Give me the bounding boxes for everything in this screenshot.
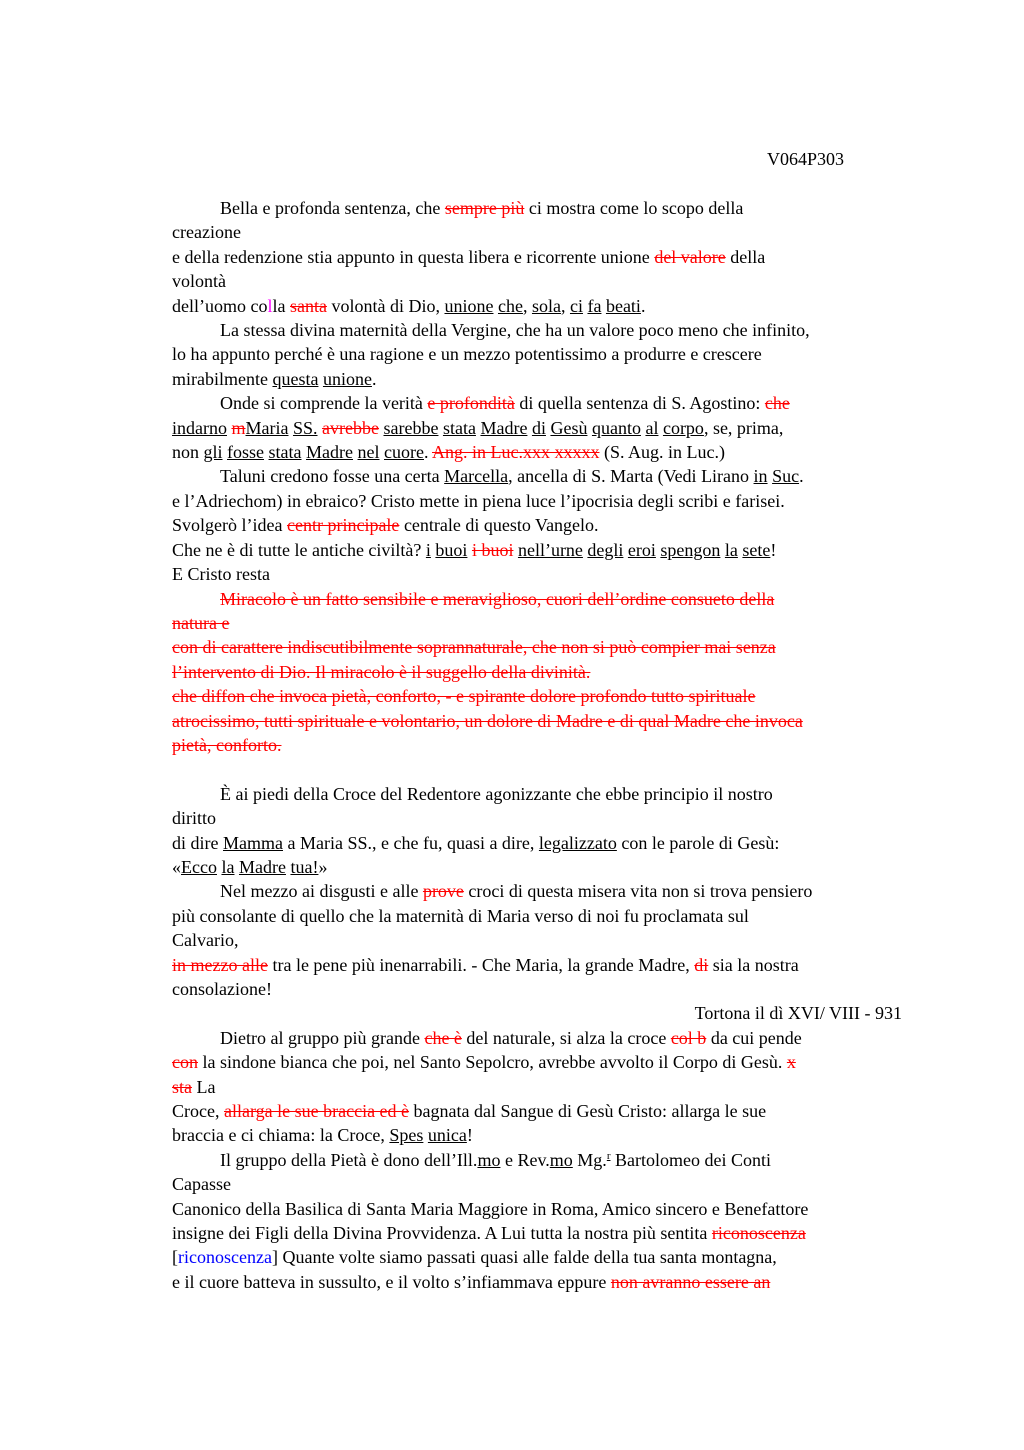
deleted-line: natura e	[172, 612, 230, 633]
deleted-line: pietà, conforto.	[172, 734, 282, 755]
text: , se, prima,	[703, 417, 784, 438]
underlined-word: Maria	[245, 417, 289, 438]
text: braccia e ci chiama: la Croce,	[172, 1125, 390, 1146]
text-line	[172, 513, 902, 537]
underlined-word: la	[221, 856, 235, 877]
underlined-word: mo	[549, 1149, 573, 1170]
text-line	[172, 1075, 902, 1099]
text-line	[172, 831, 902, 855]
text-line: più consolante di quello che la maternità di Maria verso di noi fu proclamata sul	[172, 905, 749, 926]
underlined-word: sola	[531, 295, 561, 316]
text: e il cuore batteva in sussulto, e il volto s’infiammava eppure	[172, 1271, 611, 1292]
text: la	[272, 295, 290, 316]
underlined-word: ci	[569, 295, 583, 316]
underlined-word: fosse	[227, 442, 265, 463]
text-line	[172, 953, 902, 977]
text-line: mirabilmente questa unione.	[172, 368, 377, 389]
deleted-text: col b	[670, 1027, 707, 1048]
underlined-word: nell’urne	[517, 539, 583, 560]
text-line	[172, 1050, 902, 1074]
text-line: diritto	[172, 808, 216, 829]
text-line	[172, 1099, 902, 1123]
underlined-word: degli	[587, 539, 624, 560]
text: Onde si comprende la verità	[220, 393, 428, 414]
underlined-word: in	[753, 466, 768, 487]
text-line	[172, 416, 902, 440]
text-line: non gli fosse stata Madre nel cuore. Ang. in Luc.xxx xxxxx (S. Aug. in Luc.)	[172, 442, 725, 463]
text-line	[172, 855, 902, 879]
deleted-text: sta	[172, 1076, 192, 1097]
underlined-word: spengon	[660, 539, 721, 560]
deleted-text: che è	[424, 1027, 462, 1048]
text: , ancella di S. Marta (Vedi Lirano	[508, 466, 754, 487]
underlined-word: Suc	[772, 466, 800, 487]
text: insigne dei Figli della Divina Provvidenza. A Lui tutta la nostra più sentita	[172, 1223, 712, 1244]
text: !	[466, 1125, 473, 1146]
deleted-text: allarga le sue braccia ed è	[223, 1101, 410, 1122]
text: Che ne è di tutte le antiche civiltà?	[172, 539, 426, 560]
text: del naturale, si alza la croce	[461, 1027, 671, 1048]
text: Il gruppo della Pietà è dono dell’Ill.	[220, 1149, 478, 1170]
text: Mg.	[572, 1149, 607, 1170]
text: della	[725, 246, 766, 267]
underlined-word: nel	[357, 442, 380, 463]
underlined-word: unione	[444, 295, 494, 316]
text: dell’uomo co	[172, 295, 268, 316]
text: di dire	[172, 832, 223, 853]
quote-mark: «	[172, 856, 181, 877]
underlined-word: Madre	[306, 442, 353, 463]
deleted-text: avrebbe	[322, 417, 379, 438]
deleted-text: e profondità	[427, 393, 515, 414]
deleted-text: i buoi	[471, 539, 514, 560]
underlined-word: stata	[442, 417, 476, 438]
deleted-text: santa	[290, 295, 327, 316]
text: sia la nostra	[708, 954, 799, 975]
underlined-word: cuore	[384, 442, 424, 463]
text-line: Che ne è di tutte le antiche civiltà? i buoi i buoi nell’urne degli eroi spengon la sete!	[172, 539, 777, 560]
text: e della redenzione stia appunto in questa libera e ricorrente unione	[172, 246, 655, 267]
text: Bartolomeo dei Conti	[610, 1149, 771, 1170]
text: croci di questa misera vita non si trova pensiero	[463, 881, 813, 902]
deleted-line: atrocissimo, tutti spirituale e volontario, un dolore di Madre e di qual Madre che invoca	[172, 710, 803, 731]
text: e Rev.	[500, 1149, 550, 1170]
underlined-word: Mamma	[223, 832, 283, 853]
underlined-word: corpo	[662, 417, 704, 438]
text: non	[172, 442, 204, 463]
bracket: [	[172, 1247, 178, 1268]
inserted-text: riconoscenza	[178, 1247, 272, 1268]
text: volontà di Dio,	[326, 295, 445, 316]
text: da cui pende	[706, 1027, 802, 1048]
inserted-letter: l	[267, 295, 273, 316]
text-line: E Cristo resta	[172, 564, 270, 585]
text-line	[172, 1270, 902, 1294]
underlined-word: sete	[742, 539, 771, 560]
text-line: volontà	[172, 271, 226, 292]
underlined-word: indarno	[172, 417, 227, 438]
text: Nel mezzo ai disgusti e alle	[220, 881, 423, 902]
text-line: Capasse	[172, 1174, 231, 1195]
underlined-word: quanto	[591, 417, 641, 438]
text: tra le pene più inenarrabili. - Che Maria, la grande Madre,	[267, 954, 695, 975]
text-line	[172, 1221, 902, 1245]
underlined-word: beati	[605, 295, 641, 316]
text-line: lo ha appunto perché è una ragione e un mezzo potentissimo a produrre e crescere	[172, 344, 762, 365]
deleted-text: non avranno essere an	[610, 1271, 771, 1292]
text-line: È ai piedi della Croce del Redentore agonizzante che ebbe principio il nostro	[220, 783, 773, 804]
blank-line	[172, 757, 902, 781]
deleted-text: m	[231, 417, 246, 438]
text: (S. Aug. in Luc.)	[599, 442, 725, 463]
deleted-line: che diffon che invoca pietà, conforto, - e spirante dolore profondo tutto spirituale	[172, 686, 756, 707]
underlined-word: legalizzato	[538, 832, 617, 853]
text: con le parole di Gesù:	[616, 832, 780, 853]
underlined-word: unica	[427, 1125, 467, 1146]
text: bagnata dal Sangue di Gesù Cristo: allarga le sue	[409, 1101, 767, 1122]
deleted-text: Ang. in Luc.xxx xxxxx	[432, 442, 600, 463]
text: Dietro al gruppo più grande	[220, 1027, 425, 1048]
underlined-word: Madre	[238, 856, 286, 877]
text-line	[172, 391, 902, 415]
text: a Maria SS., e che fu, quasi a dire,	[283, 832, 539, 853]
underlined-word: la	[724, 539, 738, 560]
underlined-word: buoi	[435, 539, 468, 560]
text-line: dell’uomo colla santa volontà di Dio, unione che, sola, ci fa beati.	[172, 295, 646, 316]
text-line	[172, 1026, 902, 1050]
paragraph-sentenza	[172, 196, 902, 220]
deleted-text: x	[786, 1052, 796, 1073]
dateline: Tortona il dì XVI/ VIII - 931	[694, 1003, 902, 1024]
text: ci mostra come lo scopo della	[524, 198, 744, 218]
page-code: V064P303	[766, 149, 844, 169]
underlined-word: stata	[268, 442, 302, 463]
underlined-word: tua!	[290, 856, 319, 877]
deleted-line: l’intervento di Dio. Il miracolo è il suggello della divinità.	[172, 661, 591, 682]
underlined-word: eroi	[627, 539, 656, 560]
text-line: consolazione!	[172, 978, 272, 999]
text: La	[192, 1076, 216, 1097]
underlined-word: mo	[477, 1149, 501, 1170]
text-line: La stessa divina maternità della Vergine, che ha un valore poco meno che infinito,	[220, 320, 810, 341]
underlined-word: gli	[203, 442, 223, 463]
document-body	[172, 196, 902, 1294]
underlined-word: di	[531, 417, 546, 438]
text-line	[172, 1245, 902, 1269]
text-line	[172, 879, 902, 903]
underlined-word: questa	[272, 368, 319, 389]
underlined-word: sarebbe	[383, 417, 439, 438]
deleted-text: prove	[422, 881, 464, 902]
underlined-word: Ecco	[181, 856, 217, 877]
text: mirabilmente	[172, 368, 273, 389]
underlined-word: fa	[587, 295, 602, 316]
text: Svolgerò l’idea	[172, 515, 287, 536]
text: Croce,	[172, 1101, 224, 1122]
underlined-word: Spes	[389, 1125, 424, 1146]
superscript: r	[606, 1149, 611, 1162]
underlined-word: SS.	[292, 417, 318, 438]
deleted-line: Miracolo è un fatto sensibile e meraviglioso, cuori dell’ordine consueto della	[220, 588, 775, 609]
underlined-word: Marcella	[444, 466, 509, 487]
text-line: Taluni credono fosse una certa Marcella, ancella di S. Marta (Vedi Lirano in Suc.	[220, 466, 804, 487]
deleted-text: con	[172, 1052, 198, 1073]
text: di quella sentenza di S. Agostino:	[514, 393, 765, 414]
underlined-word: Gesù	[550, 417, 588, 438]
deleted-text: del valore	[654, 246, 726, 267]
text-line	[172, 245, 902, 269]
quote-mark: »	[318, 856, 328, 877]
deleted-line: con di carattere indiscutibilmente soprannaturale, che non si può compier mai senza	[172, 637, 776, 658]
underlined-word: che	[497, 295, 523, 316]
bracket: ]	[271, 1247, 278, 1268]
text-line: e l’Adriechom) in ebraico? Cristo mette in piena luce l’ipocrisia degli scribi e farisei.	[172, 490, 785, 511]
text: la sindone bianca che poi, nel Santo Sepolcro, avrebbe avvolto il Corpo di Gesù.	[198, 1052, 787, 1073]
text-line: Calvario,	[172, 930, 239, 951]
text: Bella e profonda sentenza, che	[220, 198, 445, 218]
deleted-text: che	[764, 393, 790, 414]
deleted-text: di	[694, 954, 709, 975]
text: centrale di questo Vangelo.	[399, 515, 599, 536]
deleted-text: centr principale	[286, 515, 400, 536]
text-line: Canonico della Basilica di Santa Maria Maggiore in Roma, Amico sincero e Benefattore	[172, 1198, 809, 1219]
text-line	[172, 1123, 902, 1147]
underlined-word: unione	[322, 368, 372, 389]
text: Quante volte siamo passati quasi alle falde della tua santa montagna,	[277, 1247, 777, 1268]
text: Taluni credono fosse una certa	[220, 466, 445, 487]
deleted-text: in mezzo alle	[172, 954, 268, 975]
deleted-text: sempre più	[444, 198, 525, 218]
underlined-word: al	[645, 417, 659, 438]
underlined-word: Madre	[480, 417, 528, 438]
text-line	[172, 1148, 902, 1172]
text-line: creazione	[172, 222, 241, 243]
underlined-word: i	[425, 539, 431, 560]
deleted-text: riconoscenza	[711, 1223, 806, 1244]
